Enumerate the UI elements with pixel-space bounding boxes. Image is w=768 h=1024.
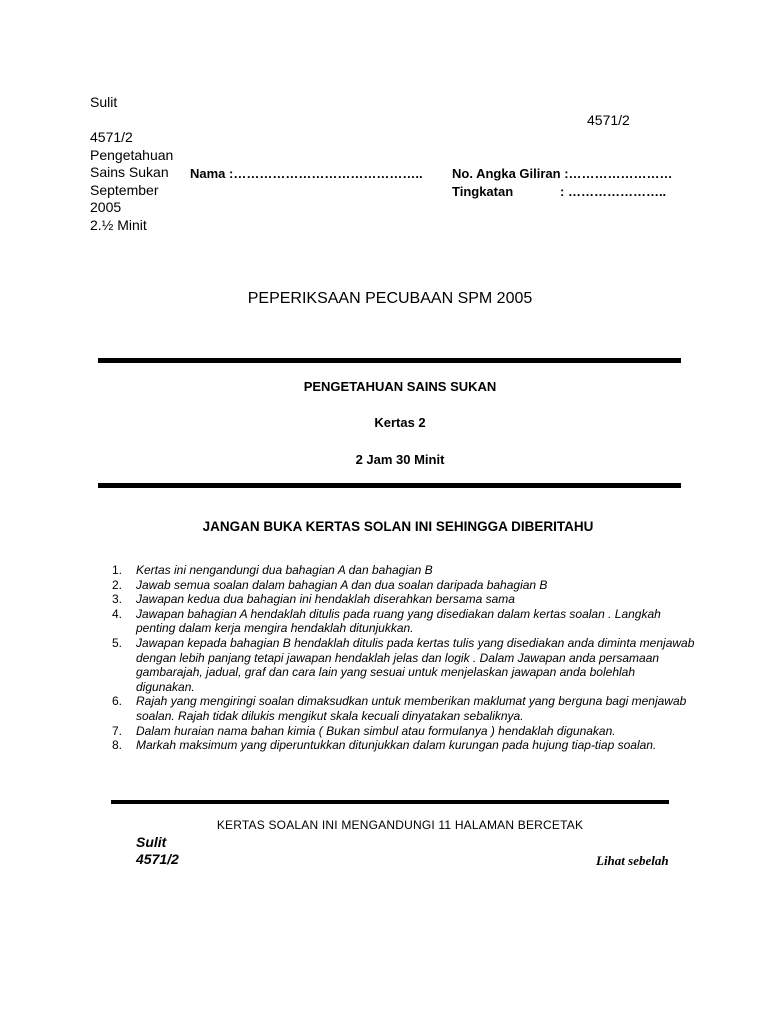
- bottom-rule: [111, 800, 669, 804]
- exam-duration: 2 Jam 30 Minit: [355, 452, 445, 467]
- footer-paper-code: 4571/2: [136, 851, 179, 867]
- header-left-block: [90, 94, 200, 234]
- exam-title: PEPERIKSAAN PECUBAAN SPM 2005: [247, 290, 533, 307]
- list-item: 8. Markah maksimum yang diperuntukkan ditunjukkan dalam kurungan pada hujung tiap-tiap soalan.: [112, 738, 657, 753]
- turn-page-note: Lihat sebelah: [596, 853, 669, 868]
- warning-notice: JANGAN BUKA KERTAS SOLAN INI SEHINGGA DIBERITAHU: [202, 519, 594, 534]
- list-item: 1. Kertas ini nengandungi dua bahagian A dan bahagian B: [112, 563, 433, 577]
- list-item: 2. Jawab semua soalan dalam bahagian A dan dua soalan daripada bahagian B: [112, 577, 548, 592]
- subject-line-2: Sains Sukan: [90, 164, 169, 180]
- duration-short: 2.½ Minit: [90, 216, 147, 233]
- list-item: 4. Jawapan bahagian A hendaklah ditulis pada ruang yang disediakan dalam kertas soalan . Langkah penting dalam kerja mengira hendaklah ditunjukkan.: [112, 606, 661, 636]
- list-item: 6. Rajah yang mengiringi soalan dimaksudkan untuk memberikan maklumat yang berguna bagi menjawab soalan. Rajah tidak dilukis mengikut skala kecuali dinyatakan sebaliknya.: [112, 694, 687, 723]
- list-item: 5. Jawapan kepada bahagian B hendaklah ditulis pada kertas tulis yang disediakan anda diminta menjawab dengan lebih panjang tetapi jawapan hendaklah jelas dan logik . Dalam Jawapan anda persamaan gambarajah, jadual, graf dan cara lain yang sesuai untuk menjelaskan jawapan anda bolehlah digunakan.: [112, 635, 695, 694]
- paper-code-right: 4571/2: [587, 112, 630, 128]
- middle-rule: [98, 483, 681, 488]
- month-label: September: [90, 181, 159, 198]
- subject-title: PENGETAHUAN SAINS SUKAN: [303, 379, 497, 394]
- footer-classification: Sulit: [136, 834, 167, 850]
- form-label: Tingkatan: [452, 184, 514, 199]
- top-rule: [98, 358, 681, 363]
- list-item: 7. Dalam huraian nama bahan kimia ( Bukan simbul atau formulanya ) hendaklah digunakan.: [112, 723, 616, 738]
- year-label: 2005: [90, 199, 122, 215]
- paper-code: 4571/2: [90, 129, 133, 145]
- page-count-note: KERTAS SOALAN INI MENGANDUNGI 11 HALAMAN BERCETAK: [216, 818, 584, 832]
- subject-line-1: Pengetahuan: [90, 146, 174, 163]
- next-page-clip: [596, 852, 681, 872]
- spacer-line: [90, 112, 200, 130]
- list-item: 3. Jawapan kedua dua bahagian ini hendaklah diserahkan bersama sama: [112, 592, 515, 607]
- classification-label: Sulit: [90, 94, 118, 110]
- index-number-field[interactable]: No. Angka Giliran :……………………: [452, 166, 673, 181]
- footer-left-block: [136, 834, 179, 868]
- paper-number: Kertas 2: [374, 415, 426, 430]
- name-field[interactable]: Nama :……………………………………..: [190, 166, 423, 181]
- instructions-list: [112, 563, 697, 753]
- form-field[interactable]: : …………………..: [560, 184, 667, 199]
